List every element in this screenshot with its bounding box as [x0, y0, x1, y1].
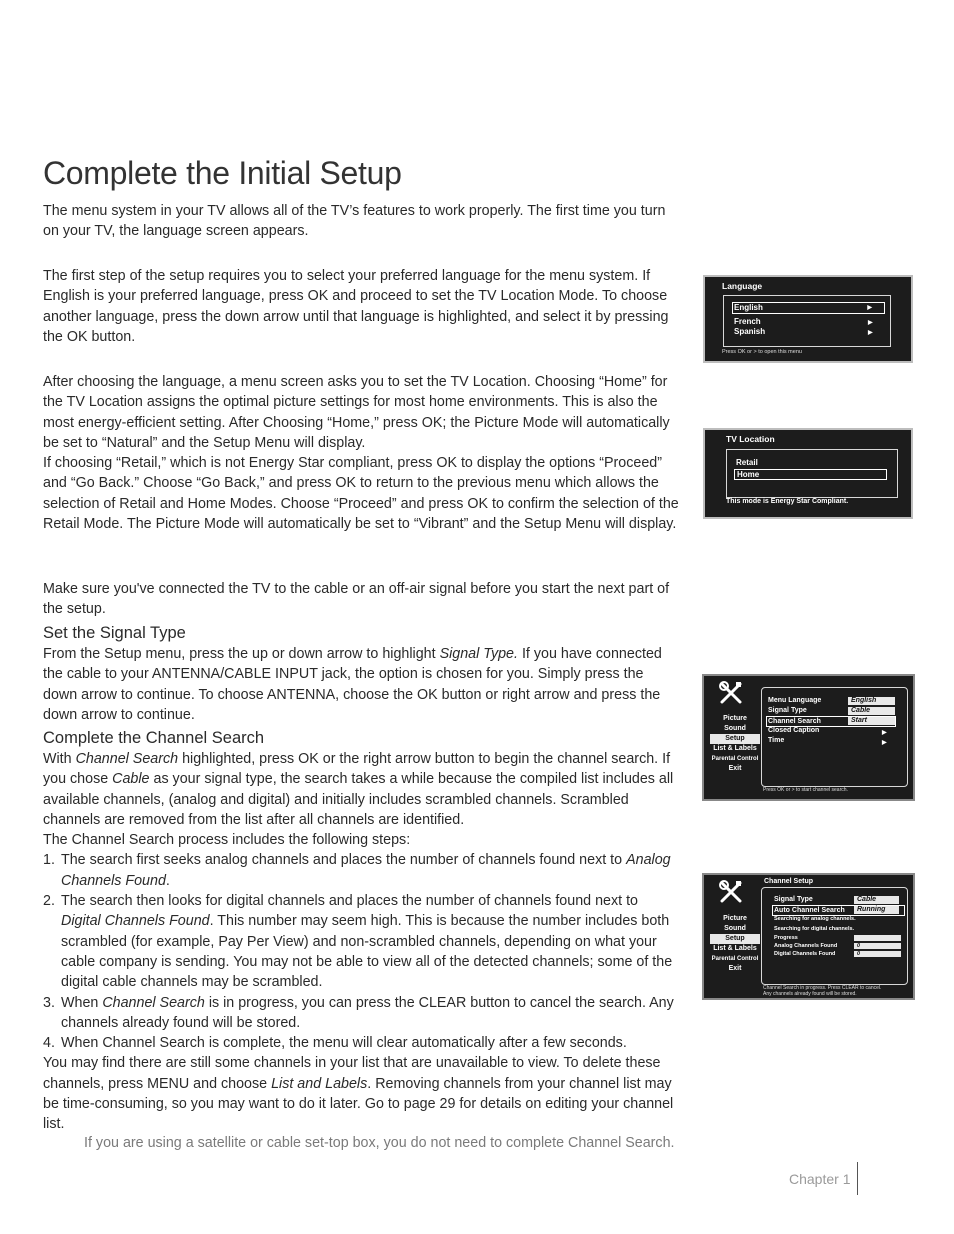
channel-auto-search-value: Running: [854, 906, 899, 914]
setup-value-menu-language: English: [848, 697, 895, 705]
sidebar-item-list-labels[interactable]: List & Labels: [713, 745, 757, 752]
step-3: 3. When Channel Search is in progress, you can press the CLEAR button to cancel the search. Any channels already found will be stored.: [43, 994, 674, 1031]
setup-row-time[interactable]: Time: [768, 737, 785, 744]
channel-auto-search-row[interactable]: Auto Channel Search: [772, 905, 905, 916]
footer-divider: [857, 1162, 858, 1195]
search-heading: Complete the Channel Search: [43, 729, 265, 747]
chevron-right-icon: ▶: [882, 740, 887, 746]
setup-sidebar: [704, 714, 766, 774]
language-screen-title: Language: [722, 281, 763, 291]
setup-row-menu-language[interactable]: Menu Language: [768, 697, 822, 704]
sidebar-item-sound[interactable]: Sound: [724, 725, 746, 732]
tools-icon: [718, 879, 744, 905]
language-option-english[interactable]: English ▶: [732, 302, 885, 314]
setup-hint: Press OK or > to start channel search.: [763, 787, 848, 793]
channel-signal-type-value: Cable: [854, 896, 899, 904]
sidebar-item-exit[interactable]: Exit: [728, 965, 742, 972]
location-options-box: [726, 449, 898, 498]
channel-hint-2: Any channels already found will be stored.: [763, 991, 857, 997]
tools-icon: [718, 680, 744, 706]
location-option-home[interactable]: Home: [734, 469, 887, 480]
searching-analog-text: Searching for analog channels.: [774, 916, 856, 922]
analog-found-label: Analog Channels Found: [774, 943, 838, 949]
search-paragraph: With Channel Search highlighted, press OK or the right arrow button to begin the channel search. If you chose Cable as your signal type, the search takes a while because the compiled list includes all available channels, (analog and digital) and initially includes scrambled channels. Scrambled channels are removed from the list after all channels are identified.: [43, 751, 674, 828]
sidebar-item-parental[interactable]: Parental Control: [711, 956, 759, 962]
sidebar-item-setup[interactable]: Setup: [710, 934, 760, 944]
setup-screen: [702, 674, 915, 801]
step-2: 2. The search then looks for digital channels and places the number of channels found next to Digital Channels Found. This number may seem high. This is because the number includes both scrambled (for example, Pay Per View) and non-scrambled channels, depending on what your cable company is sending. You may not be able to view all of the detected channels; some of the digital cable channels may be scrambled.: [43, 893, 673, 991]
language-paragraph: The first step of the setup requires you to select your preferred language for the menu system. If English is your preferred language, press OK and proceed to set the TV Location Mode. To choose another language, press the down arrow until that language is highlighted, and select it by pressing the OK button.: [43, 268, 669, 345]
location-screen-title: TV Location: [726, 434, 775, 444]
setup-row-closed-caption[interactable]: Closed Caption: [768, 727, 820, 734]
language-options-box: [723, 295, 891, 347]
step-4: 4. When Channel Search is complete, the menu will clear automatically after a few seconds.: [43, 1035, 627, 1052]
setup-row-signal-type[interactable]: Signal Type: [768, 707, 807, 714]
chevron-right-icon: ▶: [867, 305, 872, 311]
progress-bar: [854, 935, 901, 941]
sidebar-item-sound[interactable]: Sound: [724, 925, 746, 932]
chevron-right-icon: ▶: [882, 730, 887, 736]
digital-found-label: Digital Channels Found: [774, 951, 836, 957]
connect-paragraph: Make sure you've connected the TV to the cable or an off-air signal before you start the next part of the setup.: [43, 581, 670, 618]
language-option-spanish[interactable]: Spanish: [734, 327, 766, 336]
language-hint: Press OK or > to open this menu: [722, 349, 802, 355]
setup-row-channel-search[interactable]: Channel Search: [766, 716, 896, 727]
search-section: [43, 727, 679, 1135]
location-hint: This mode is Energy Star Compliant.: [726, 498, 849, 505]
delete-paragraph: You may find there are still some channels in your list that are unavailable to view. To delete these channels, press MENU and choose List and Labels. Removing channels from your channel list may be time-consuming, so you may want to do it later. Go to page 29 for details on editing your channel list.: [43, 1055, 674, 1133]
signal-heading: Set the Signal Type: [43, 624, 186, 642]
location-screen: [703, 428, 913, 519]
chapter-label: Chapter 1: [789, 1171, 851, 1187]
channel-options-box: [761, 887, 908, 985]
sidebar-item-picture[interactable]: Picture: [723, 715, 747, 722]
channel-sidebar: [704, 914, 766, 974]
sidebar-item-picture[interactable]: Picture: [723, 915, 747, 922]
progress-label: Progress: [774, 935, 798, 941]
chevron-right-icon: ▶: [868, 330, 873, 336]
settopbox-note: If you are using a satellite or cable set-top box, you do not need to complete Channel Search.: [84, 1135, 675, 1151]
channel-setup-title: Channel Setup: [764, 878, 814, 885]
setup-value-channel-search: Start: [848, 717, 895, 725]
language-option-french[interactable]: French: [734, 317, 761, 326]
channel-signal-type-label: Signal Type: [774, 896, 813, 903]
signal-section: [43, 622, 679, 725]
page-title: Complete the Initial Setup: [43, 155, 402, 191]
steps-intro: The Channel Search process includes the following steps:: [43, 832, 411, 849]
analog-found-value: 0: [854, 943, 901, 949]
setup-options-box: [761, 687, 908, 787]
searching-digital-text: Searching for digital channels.: [774, 926, 855, 932]
sidebar-item-parental[interactable]: Parental Control: [711, 756, 759, 762]
setup-value-signal-type: Cable: [848, 707, 895, 715]
channel-hint-1: Channel Search in progress. Press CLEAR to cancel.: [763, 985, 882, 991]
chevron-right-icon: ▶: [868, 320, 873, 326]
signal-paragraph: From the Setup menu, press the up or down arrow to highlight Signal Type. If you have connected the cable to your ANTENNA/CABLE INPUT jack, the option is chosen for you. Simply press the down arrow to continue. To choose ANTENNA, choose the OK button or right arrow and press the down arrow to continue.: [43, 646, 662, 723]
location-section: [43, 372, 679, 534]
location-paragraph-retail: If choosing “Retail,” which is not Energy Star compliant, press OK to display the options “Proceed” and “Go Back.” Choose “Go Back,” and press OK to return to the previous menu which allows the selection of Retail and Home Modes. Choose “Proceed” and press OK to confirm the selection of the Retail Mode. The Picture Mode will automatically be set to “Vibrant” and the Setup Menu will display.: [43, 455, 679, 533]
sidebar-item-list-labels[interactable]: List & Labels: [713, 945, 757, 952]
sidebar-item-exit[interactable]: Exit: [728, 765, 742, 772]
step-1: 1. The search first seeks analog channels and places the number of channels found next to Analog Channels Found.: [43, 852, 671, 889]
language-screen: [703, 275, 913, 363]
location-option-retail[interactable]: Retail: [736, 458, 758, 467]
sidebar-item-setup[interactable]: Setup: [710, 734, 760, 744]
intro-paragraph: The menu system in your TV allows all of the TV’s features to work properly. The first time you turn on your TV, the language screen appears.: [43, 203, 666, 240]
digital-found-value: 0: [854, 951, 901, 957]
channel-setup-screen: [702, 873, 915, 1000]
location-paragraph-home: After choosing the language, a menu screen asks you to set the TV Location. Choosing “Home” for the TV Location assigns the optimal picture settings for most home environments. This is also the most energy-efficient setting. After Choosing “Home,” press OK; the Picture Mode will automatically be set to “Natural” and the Setup Menu will display.: [43, 374, 670, 451]
